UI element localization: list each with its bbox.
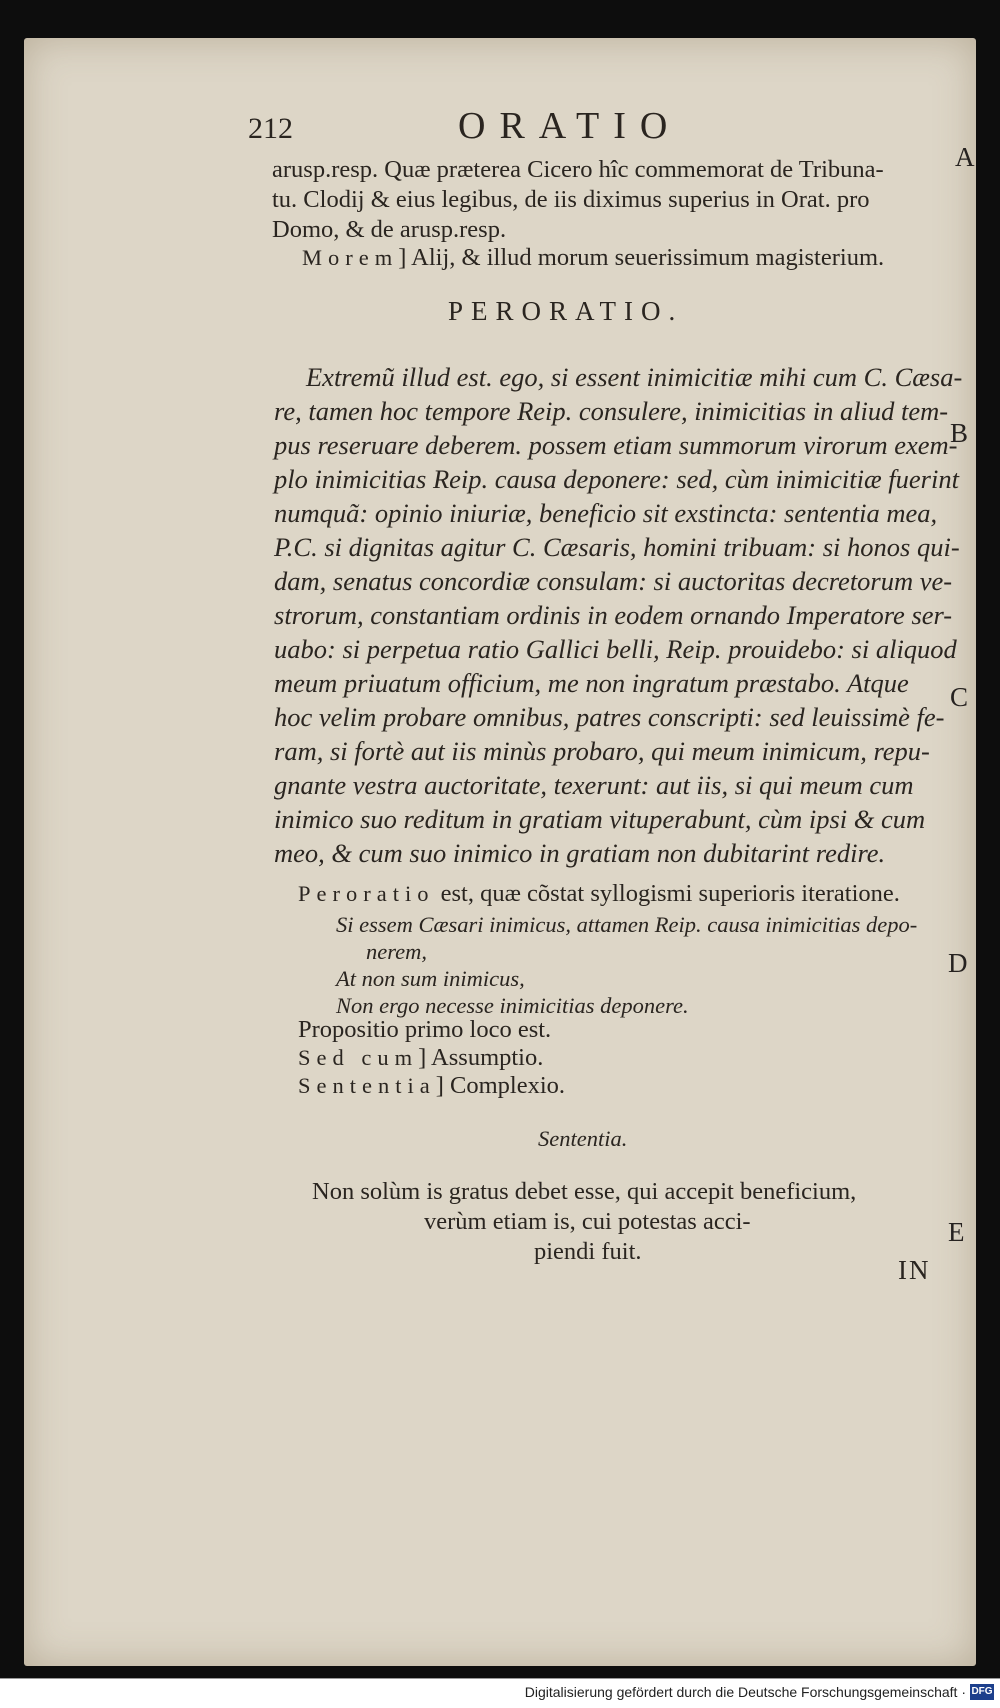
dfg-logo: DFG [970, 1684, 994, 1700]
oration-line: meo, & cum suo inimico in gratiam non dubitarint redire. [274, 838, 886, 868]
margin-letter-b: B [950, 418, 969, 448]
oration-line: re, tamen hoc tempore Reip. consulere, inimicitias in aliud tem- [274, 396, 949, 426]
note-line: tu. Clodij & eius legibus, de iis diximus superius in Orat. pro [272, 186, 870, 213]
page-number: 212 [248, 112, 293, 145]
note-line: Domo, & de arusp.resp. [272, 216, 507, 243]
catchword: IN [898, 1255, 931, 1285]
margin-letter-c: C [950, 682, 969, 712]
running-head: ORATIO [458, 105, 682, 147]
oration-line: Extremũ illud est. ego, si essent inimicitiæ mihi cum C. Cæsa- [306, 362, 963, 392]
oration-line: hoc velim probare omnibus, patres conscripti: sed leuissimè fe- [274, 702, 945, 732]
oration-line: gnante vestra auctoritate, texerunt: aut iis, si qui meum cum [274, 770, 914, 800]
peroratio-keyword: Peroratio [298, 881, 435, 906]
footer-credit: Digitalisierung gefördert durch die Deutsche Forschungsgemeinschaft · [524, 1684, 966, 1700]
peroratio-text: est, quæ cõstat syllogismi superioris iteratione. [434, 880, 900, 907]
morem-keyword: Morem [302, 245, 399, 270]
footer-bar [0, 1678, 1000, 1708]
sententia-keyword: Sententia [298, 1073, 436, 1098]
sententia-note [298, 1072, 565, 1100]
margin-letter-e: E [948, 1217, 965, 1247]
syllogism-line: nerem, [366, 939, 428, 964]
syllogism-line: Si essem Cæsari inimicus, attamen Reip. causa inimicitias depo- [336, 912, 918, 937]
sententia-line: verùm etiam is, cui potestas acci- [424, 1208, 751, 1235]
oration-line: uabo: si perpetua ratio Gallici belli, Reip. prouidebo: si aliquod [274, 634, 957, 664]
oration-line: ram, si fortè aut iis minùs probaro, qui meum inimicum, repu- [274, 736, 930, 766]
margin-letter-a: A [955, 142, 975, 172]
oration-line: dam, senatus concordiæ consulam: si auctoritas decretorum ve- [274, 566, 953, 596]
note-line: arusp.resp. Quæ præterea Cicero hîc commemorat de Tribuna- [272, 156, 884, 183]
syllogism-line: At non sum inimicus, [336, 966, 525, 991]
margin-letter-d: D [948, 948, 968, 978]
peroratio-note [298, 880, 900, 908]
oration-line: pus reseruare deberem. possem etiam summorum virorum exem- [274, 430, 958, 460]
sententia-line: Non solùm is gratus debet esse, qui accepit beneficium, [312, 1178, 857, 1205]
oration-line: P.C. si dignitas agitur C. Cæsaris, homini tribuam: si honos qui- [274, 532, 960, 562]
oration-line: meum priuatum officium, me non ingratum præstabo. Atque [274, 668, 909, 698]
sententia-heading: Sententia. [538, 1126, 628, 1151]
sed-cum-note [298, 1044, 543, 1072]
oration-line: plo inimicitias Reip. causa deponere: sed, cùm inimicitiæ fuerint [274, 464, 959, 494]
sententia-text: ] Complexio. [435, 1072, 566, 1099]
propositio-line: Propositio primo loco est. [298, 1016, 552, 1043]
oration-line: numquã: opinio iniuriæ, beneficio sit exstincta: sententia mea, [274, 498, 938, 528]
morem-text: ] Alij, & illud morum seuerissimum magisterium. [398, 244, 885, 271]
syllogism-line: Non ergo necesse inimicitias deponere. [336, 993, 689, 1018]
sententia-line: piendi fuit. [534, 1238, 642, 1265]
morem-note [302, 244, 884, 272]
sed-cum-keyword: Sed cum [298, 1045, 419, 1070]
sed-cum-text: ] Assumptio. [418, 1044, 544, 1071]
section-heading: PERORATIO. [448, 296, 684, 326]
oration-line: inimico suo reditum in gratiam vituperabunt, cùm ipsi & cum [274, 804, 926, 834]
oration-line: strorum, constantiam ordinis in eodem ornando Imperatore ser- [274, 600, 953, 630]
